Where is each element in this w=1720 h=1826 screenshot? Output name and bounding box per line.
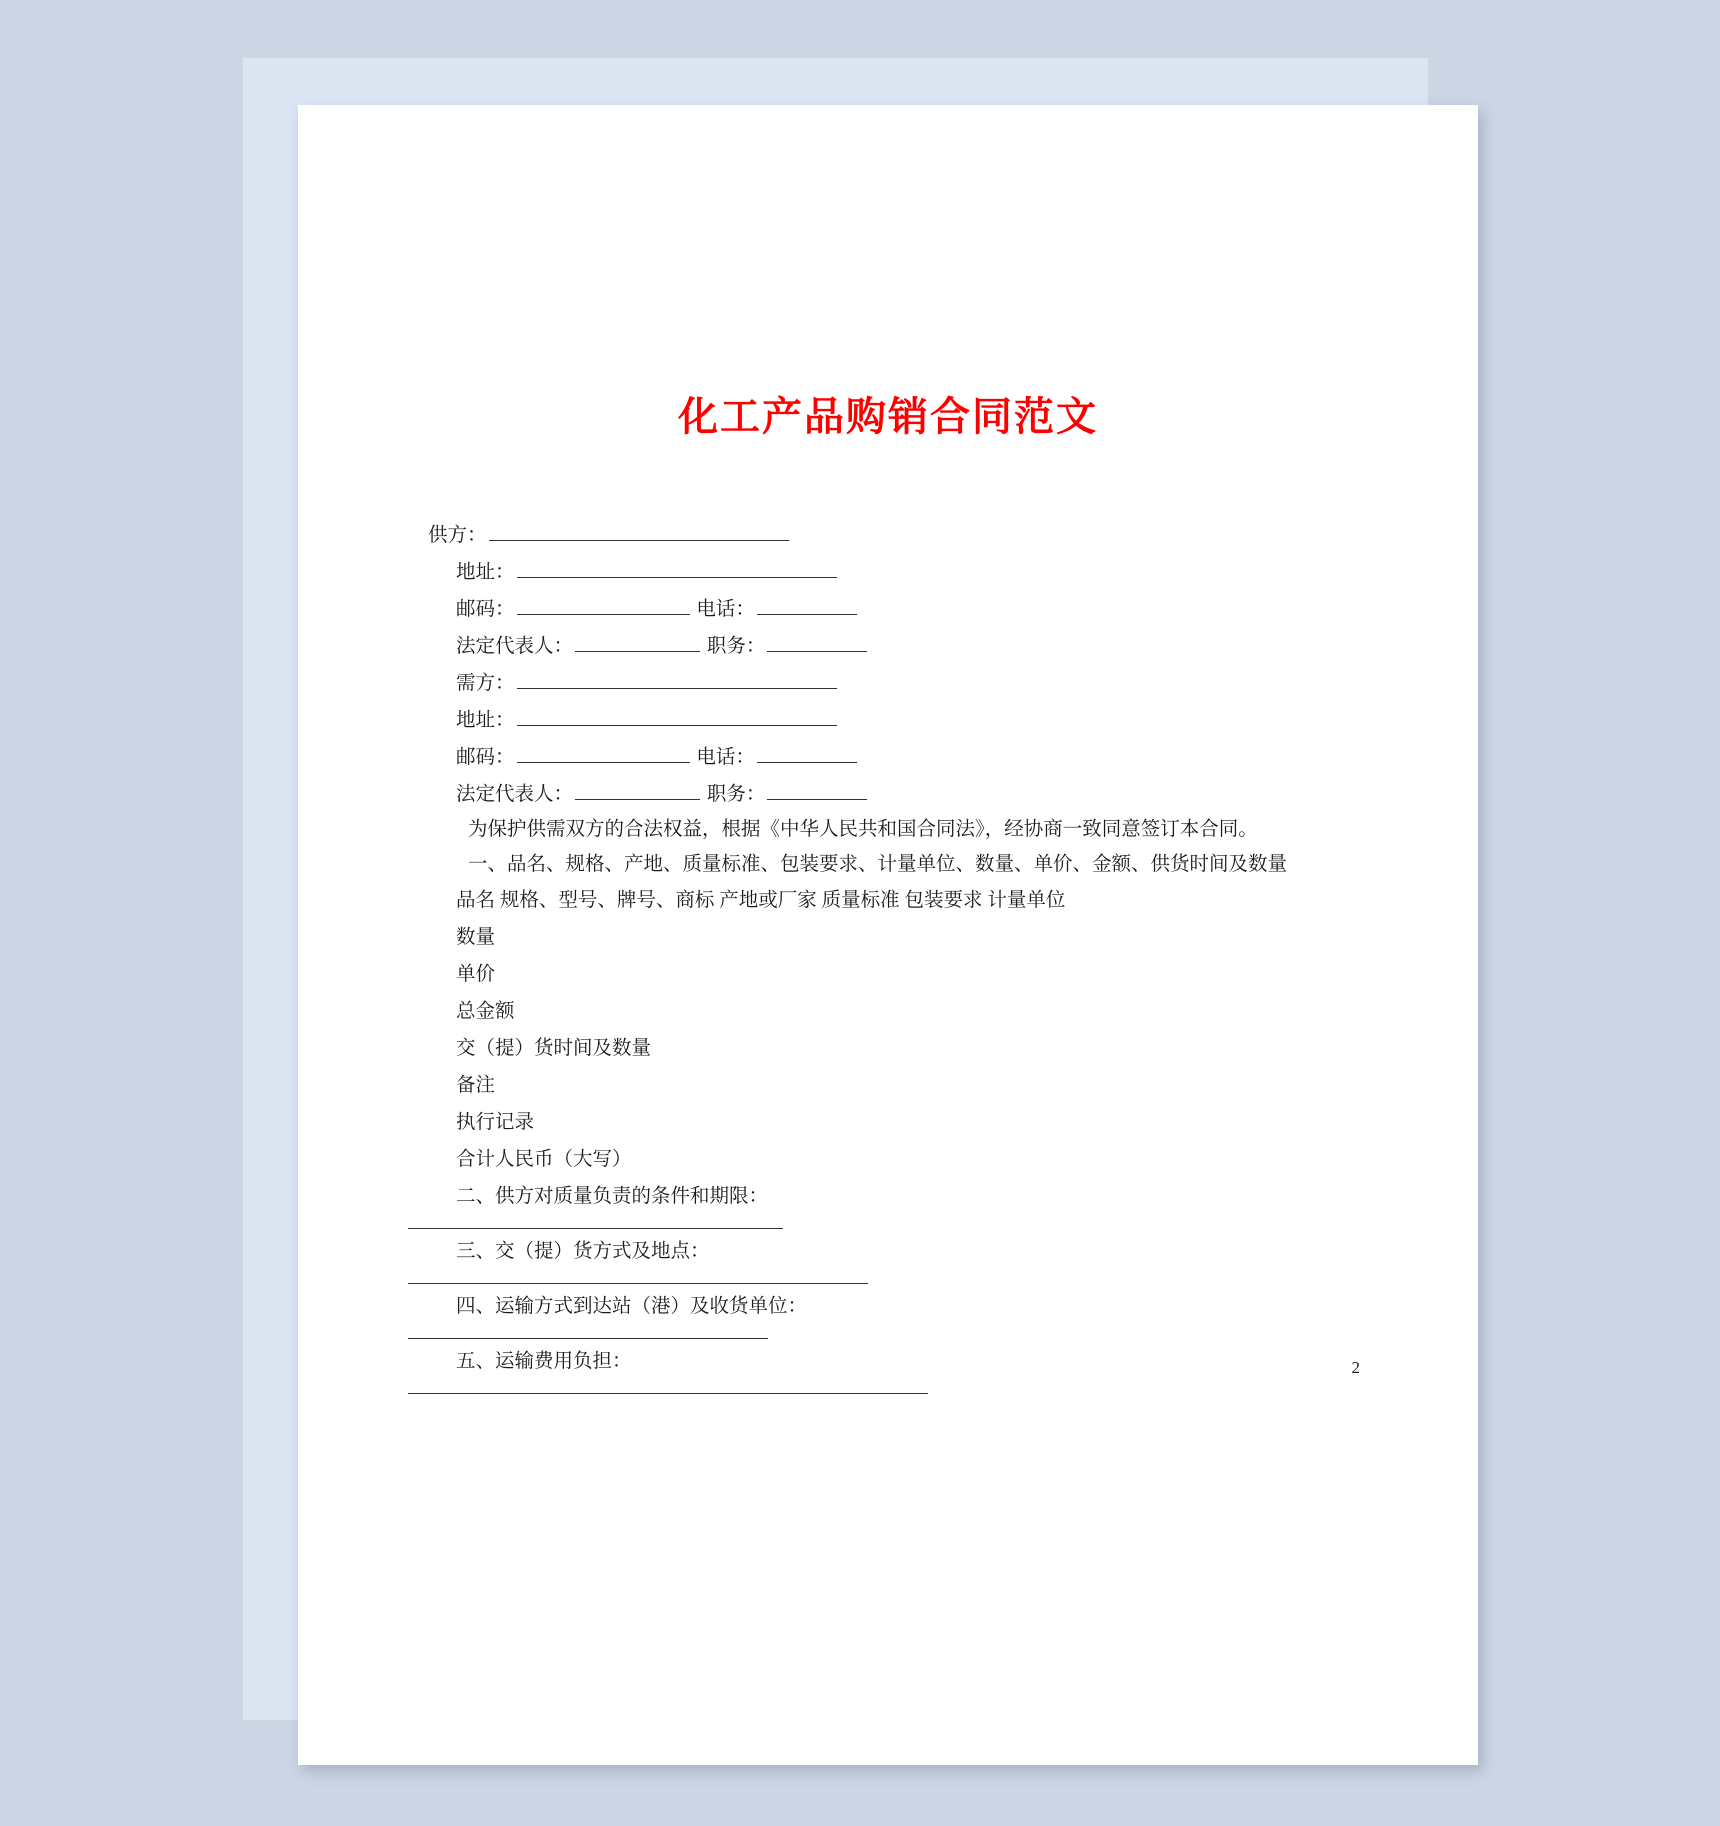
field-buyer-postcode-blank[interactable] xyxy=(517,743,690,763)
field-supplier-position-blank[interactable] xyxy=(767,632,867,652)
field-buyer-position-blank[interactable] xyxy=(767,780,867,800)
item-line-unit-price: 单价 xyxy=(456,963,496,985)
field-supplier-position-label: 职务： xyxy=(706,636,766,658)
field-buyer-legal-rep xyxy=(298,776,1478,813)
item-line-quantity: 数量 xyxy=(456,926,496,948)
clause-4: 四、运输方式到达站（港）及收货单位： xyxy=(456,1296,808,1318)
field-supplier xyxy=(298,517,1478,554)
field-buyer-postcode-label: 邮码： xyxy=(456,747,515,769)
paragraph-preamble: 为保护供需双方的合法权益，根据《中华人民共和国合同法》，经协商一致同意签订本合同。 xyxy=(468,819,1258,841)
field-supplier-phone-blank[interactable] xyxy=(757,595,857,615)
item-line-execution-record: 执行记录 xyxy=(456,1111,535,1133)
field-supplier-legal-rep-blank[interactable] xyxy=(575,632,700,652)
field-supplier-phone-label: 电话： xyxy=(696,599,755,621)
field-buyer-address-blank[interactable] xyxy=(517,706,837,726)
field-buyer-phone-blank[interactable] xyxy=(757,743,857,763)
page-title: 化工产品购销合同范文 xyxy=(678,395,1098,439)
clause-3-blank-wrap xyxy=(298,1282,1478,1284)
item-line-delivery-time: 交（提）货时间及数量 xyxy=(456,1037,652,1059)
field-buyer-address xyxy=(298,702,1478,739)
field-buyer-address-label: 地址： xyxy=(456,710,515,732)
clause-2: 二、供方对质量负责的条件和期限： xyxy=(456,1186,769,1207)
field-buyer-label: 需方： xyxy=(456,673,515,695)
clause-5-blank-wrap xyxy=(298,1392,1478,1394)
field-buyer-position-label: 职务： xyxy=(706,784,766,806)
item-line-total-amount: 总金额 xyxy=(456,1000,515,1022)
clause-4-blank-wrap xyxy=(298,1337,1478,1339)
field-supplier-label: 供方： xyxy=(428,525,487,546)
item-line-headers: 品名 规格、型号、牌号、商标 产地或厂家 质量标准 包装要求 计量单位 xyxy=(456,889,1066,911)
field-buyer-postcode-phone xyxy=(298,739,1478,776)
page-number: 2 xyxy=(1351,1358,1360,1377)
item-line-total-rmb: 合计人民币（大写） xyxy=(456,1148,632,1170)
field-supplier-blank[interactable] xyxy=(489,521,789,541)
document-body xyxy=(298,517,1478,1398)
field-buyer-legal-rep-label: 法定代表人： xyxy=(456,784,574,806)
field-supplier-address-blank[interactable] xyxy=(517,558,837,578)
field-buyer-blank[interactable] xyxy=(517,669,837,689)
field-buyer xyxy=(298,665,1478,702)
field-supplier-address xyxy=(298,554,1478,591)
field-supplier-postcode-label: 邮码： xyxy=(456,599,515,621)
field-buyer-legal-rep-blank[interactable] xyxy=(575,780,700,800)
clause-2-blank[interactable] xyxy=(408,1227,783,1229)
field-buyer-phone-label: 电话： xyxy=(696,747,755,769)
field-supplier-address-label: 地址： xyxy=(456,562,515,584)
clause-3: 三、交（提）货方式及地点： xyxy=(456,1241,710,1263)
clause-5: 五、运输费用负担： xyxy=(456,1351,632,1373)
field-supplier-legal-rep-label: 法定代表人： xyxy=(456,636,574,658)
field-supplier-postcode-phone xyxy=(298,591,1478,628)
clause-2-blank-wrap xyxy=(298,1227,1478,1229)
clause-5-blank[interactable] xyxy=(408,1392,928,1394)
document-page xyxy=(298,105,1478,1765)
clause-3-blank[interactable] xyxy=(408,1282,868,1284)
clause-1: 一、品名、规格、产地、质量标准、包装要求、计量单位、数量、单价、金额、供货时间及数量 xyxy=(468,853,1288,875)
item-line-remarks: 备注 xyxy=(456,1074,496,1096)
field-supplier-postcode-blank[interactable] xyxy=(517,595,690,615)
field-supplier-legal-rep xyxy=(298,628,1478,665)
clause-4-blank[interactable] xyxy=(408,1337,768,1339)
